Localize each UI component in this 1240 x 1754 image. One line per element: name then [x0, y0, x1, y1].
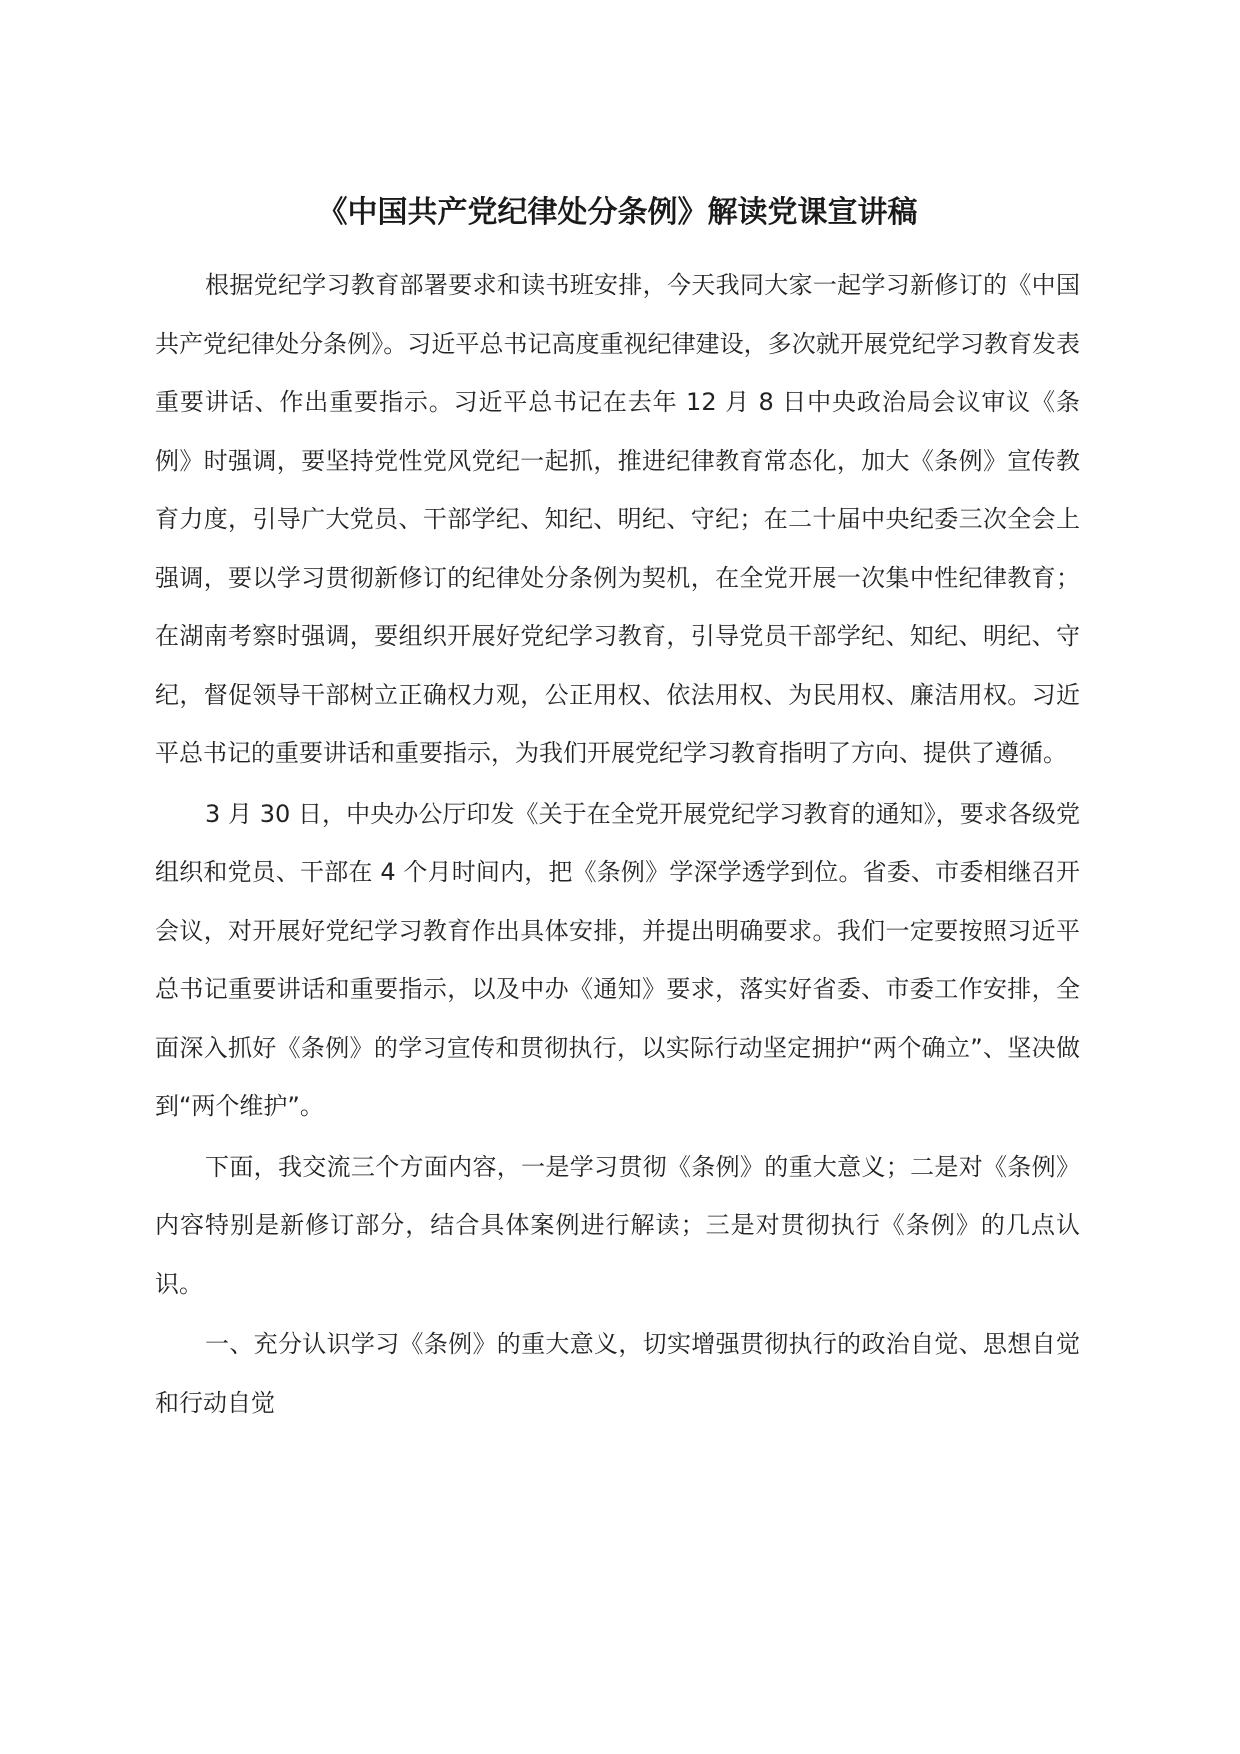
document-title: 《中国共产党纪律处分条例》解读党课宣讲稿: [317, 195, 918, 230]
paragraph-notice: 3 月 30 日，中央办公厅印发《关于在全党开展党纪学习教育的通知》，要求各级党组织和党员、干部在 4 个月时间内，把《条例》学深学透学到位。省委、市委相继召开会议，对开展好党纪学习教育作出具体安排，并提出明确要求。我们一定要按照习近平总书记重要讲话和重要指示，以及中办《通知》要求，落实好省委、市委工作安排，全面深入抓好《条例》的学习宣传和贯彻执行，以实际行动坚定拥护“两个确立”、坚决做到“两个维护”。: [155, 799, 1080, 1120]
section-heading: 一、充分认识学习《条例》的重大意义，切实增强贯彻执行的政治自觉、思想自觉和行动自觉: [155, 1330, 1080, 1417]
paragraph-intro: 根据党纪学习教育部署要求和读书班安排，今天我同大家一起学习新修订的《中国共产党纪律处分条例》。习近平总书记高度重视纪律建设，多次就开展党纪学习教育发表重要讲话、作出重要指示。习近平总书记在去年 12 月 8 日中央政治局会议审议《条例》时强调，要坚持党性党风党纪一起抓，推进纪律教育常态化，加大《条例》宣传教育力度，引导广大党员、干部学纪、知纪、明纪、守纪；在二十届中央纪委三次全会上强调，要以学习贯彻新修订的纪律处分条例为契机，在全党开展一次集中性纪律教育；在湖南考察时强调，要组织开展好党纪学习教育，引导党员干部学纪、知纪、明纪、守纪，督促领导干部树立正确权力观，公正用权、依法用权、为民用权、廉洁用权。习近平总书记的重要讲话和重要指示，为我们开展党纪学习教育指明了方向、提供了遵循。: [155, 271, 1080, 767]
paragraph-outline: 下面，我交流三个方面内容，一是学习贯彻《条例》的重大意义；二是对《条例》内容特别是新修订部分，结合具体案例进行解读；三是对贯彻执行《条例》的几点认识。: [155, 1152, 1080, 1298]
document-body: [155, 256, 1080, 1434]
